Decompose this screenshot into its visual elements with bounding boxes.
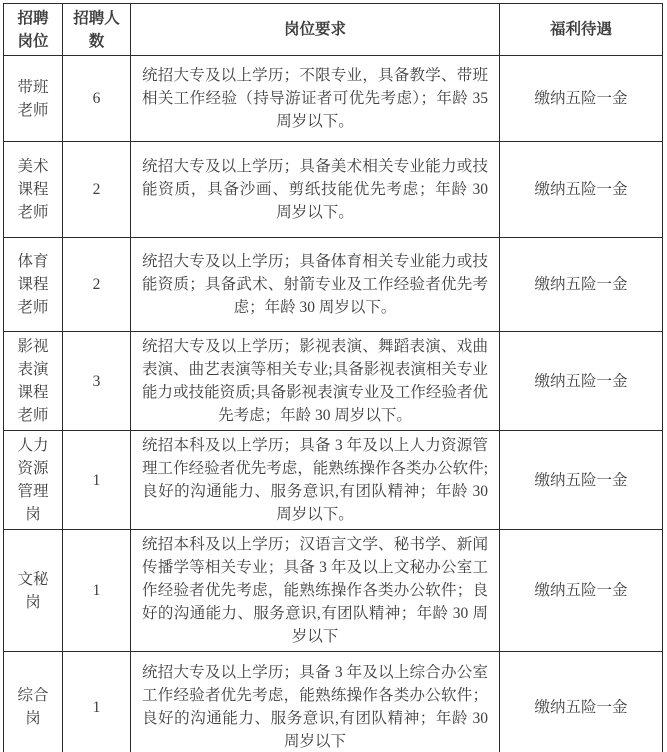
position-cell: 文秘岗: [4, 530, 63, 652]
header-benefits: 福利待遇: [500, 4, 663, 56]
benefits-cell: 缴纳五险一金: [500, 56, 663, 142]
count-cell: 3: [63, 332, 131, 431]
position-cell: 体育课程老师: [4, 238, 63, 332]
count-cell: 1: [63, 431, 131, 530]
table-row: [4, 530, 663, 652]
header-row: [4, 4, 663, 56]
table-row: [4, 431, 663, 530]
table-row: [4, 56, 663, 142]
count-cell: 2: [63, 238, 131, 332]
count-cell: 6: [63, 56, 131, 142]
position-cell: 影视表演课程老师: [4, 332, 63, 431]
header-count: 招聘人数: [63, 4, 131, 56]
count-cell: 1: [63, 530, 131, 652]
count-cell: 1: [63, 652, 131, 752]
table-row: [4, 238, 663, 332]
requirements-cell: 统招大专及以上学历；不限专业，具备教学、带班相关工作经验（持导游证者可优先考虑）；年龄 35 周岁以下。: [131, 56, 500, 142]
requirements-cell: 统招大专及以上学历；具备美术相关专业能力或技能资质，具备沙画、剪纸技能优先考虑；年龄 30 周岁以下。: [131, 142, 500, 238]
benefits-cell: 缴纳五险一金: [500, 332, 663, 431]
benefits-cell: 缴纳五险一金: [500, 238, 663, 332]
table-row: [4, 652, 663, 752]
header-requirements: 岗位要求: [131, 4, 500, 56]
requirements-cell: 统招本科及以上学历；具备 3 年及以上人力资源管理工作经验者优先考虑，能熟练操作各类办公软件;良好的沟通能力、服务意识,有团队精神；年龄 30 周岁以下。: [131, 431, 500, 530]
table-row: [4, 142, 663, 238]
requirements-cell: 统招大专及以上学历；具备 3 年及以上综合办公室工作经验者优先考虑，能熟练操作各类办公软件；良好的沟通能力、服务意识,有团队精神；年龄 30 周岁以下: [131, 652, 500, 752]
benefits-cell: 缴纳五险一金: [500, 652, 663, 752]
header-position: 招聘岗位: [4, 4, 63, 56]
benefits-cell: 缴纳五险一金: [500, 530, 663, 652]
requirements-cell: 统招大专及以上学历；影视表演、舞蹈表演、戏曲表演、曲艺表演等相关专业;具备影视表演相关专业能力或技能资质;具备影视表演专业及工作经验者优先考虑；年龄 30 周岁以下。: [131, 332, 500, 431]
position-cell: 综合岗: [4, 652, 63, 752]
position-cell: 人力资源管理岗: [4, 431, 63, 530]
position-cell: 带班老师: [4, 56, 63, 142]
count-cell: 2: [63, 142, 131, 238]
requirements-cell: 统招本科及以上学历；汉语言文学、秘书学、新闻传播学等相关专业；具备 3 年及以上文秘办公室工作经验者优先考虑，能熟练操作各类办公软件；良好的沟通能力、服务意识,有团队精神；年龄 30 周岁以下: [131, 530, 500, 652]
benefits-cell: 缴纳五险一金: [500, 431, 663, 530]
table-body: [4, 56, 663, 752]
benefits-cell: 缴纳五险一金: [500, 142, 663, 238]
table-row: [4, 332, 663, 431]
recruitment-table: [3, 3, 663, 752]
position-cell: 美术课程老师: [4, 142, 63, 238]
requirements-cell: 统招大专及以上学历；具备体育相关专业能力或技能资质；具备武术、射箭专业及工作经验者优先考虑；年龄 30 周岁以下。: [131, 238, 500, 332]
